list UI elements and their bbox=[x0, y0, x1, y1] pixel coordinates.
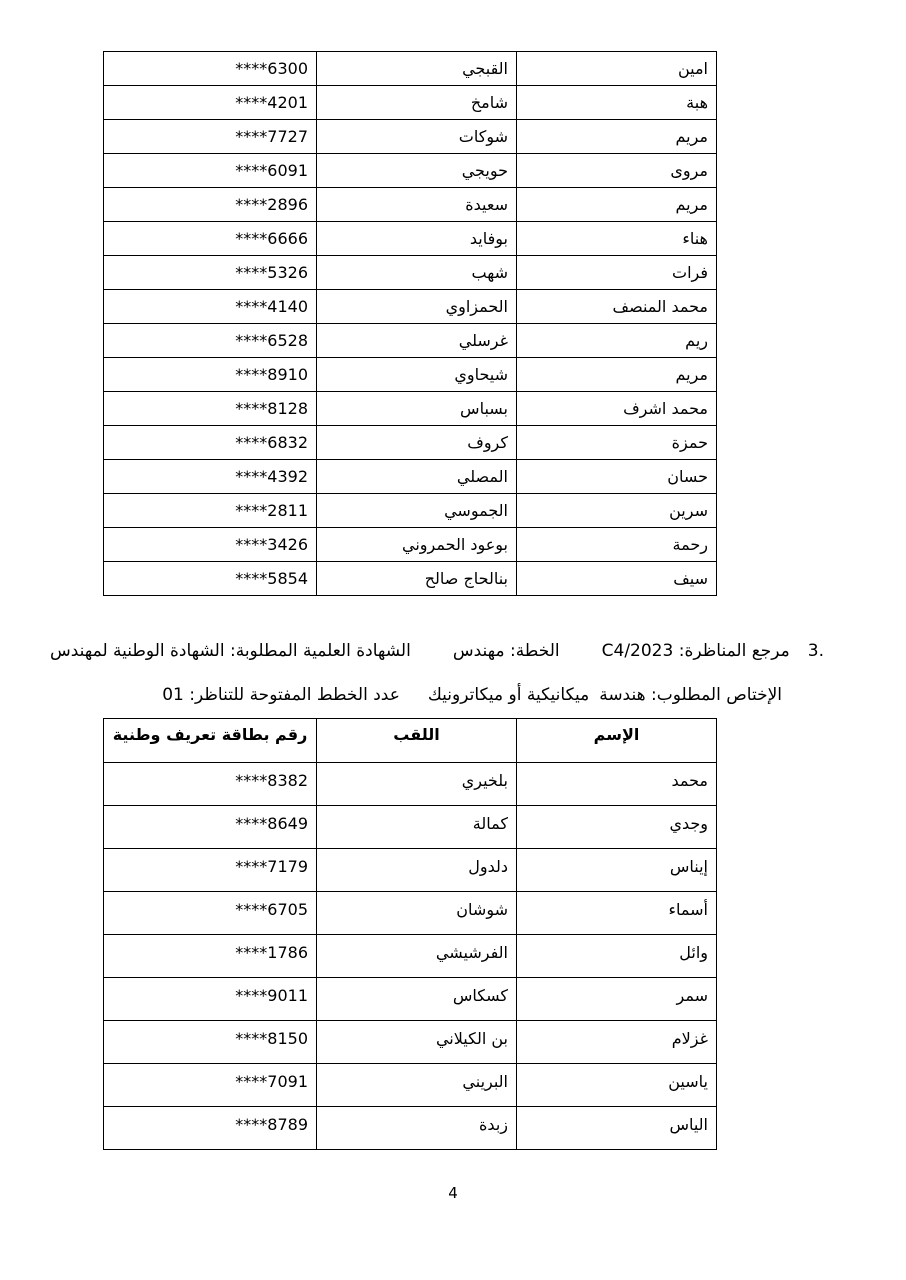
candidate-name-cell: امين bbox=[517, 52, 717, 86]
candidate-name-cell: سرين bbox=[517, 494, 717, 528]
candidate-id-cell: ****1786 bbox=[104, 935, 317, 978]
table-row bbox=[104, 86, 717, 120]
candidate-id-cell: ****6705 bbox=[104, 892, 317, 935]
candidate-name-cell: مريم bbox=[517, 358, 717, 392]
candidate-name-cell: هناء bbox=[517, 222, 717, 256]
table-row bbox=[104, 52, 717, 86]
candidate-surname-cell: بوعود الحمروني bbox=[317, 528, 517, 562]
candidate-name-cell: حسان bbox=[517, 460, 717, 494]
candidate-surname-cell: المصلي bbox=[317, 460, 517, 494]
table-row bbox=[104, 849, 717, 892]
required-specialty: الإختاص المطلوب: هندسة bbox=[599, 685, 782, 705]
candidate-surname-cell: شوكات bbox=[317, 120, 517, 154]
candidate-name-cell: الياس bbox=[517, 1107, 717, 1150]
spacer bbox=[400, 699, 428, 700]
candidate-surname-cell: الجموسي bbox=[317, 494, 517, 528]
table-row bbox=[104, 978, 717, 1021]
candidate-id-cell: ****7179 bbox=[104, 849, 317, 892]
candidate-name-cell: إيناس bbox=[517, 849, 717, 892]
candidate-surname-cell: بسباس bbox=[317, 392, 517, 426]
candidate-name-cell: رحمة bbox=[517, 528, 717, 562]
table-row bbox=[104, 763, 717, 806]
section-number: 3. bbox=[807, 641, 824, 661]
candidate-id-cell: ****4140 bbox=[104, 290, 317, 324]
contest-reference: مرجع المناظرة: C4/2023 bbox=[601, 641, 790, 661]
candidate-surname-cell: بوفايد bbox=[317, 222, 517, 256]
table-row bbox=[104, 392, 717, 426]
spacer bbox=[589, 699, 599, 700]
candidate-id-cell: ****6666 bbox=[104, 222, 317, 256]
candidate-surname-cell: بن الكيلاني bbox=[317, 1021, 517, 1064]
candidate-id-cell: ****6528 bbox=[104, 324, 317, 358]
table-row bbox=[104, 806, 717, 849]
spacer bbox=[790, 655, 808, 656]
table-row bbox=[104, 290, 717, 324]
candidate-id-cell: ****5326 bbox=[104, 256, 317, 290]
candidate-name-cell: حمزة bbox=[517, 426, 717, 460]
candidate-name-cell: فرات bbox=[517, 256, 717, 290]
header-name: الإسم bbox=[517, 719, 717, 763]
header-row bbox=[104, 719, 717, 763]
candidate-surname-cell: كسكاس bbox=[317, 978, 517, 1021]
candidate-surname-cell: بلخيري bbox=[317, 763, 517, 806]
candidate-name-cell: محمد المنصف bbox=[517, 290, 717, 324]
candidate-surname-cell: شامخ bbox=[317, 86, 517, 120]
candidate-id-cell: ****8150 bbox=[104, 1021, 317, 1064]
candidate-name-cell: هبة bbox=[517, 86, 717, 120]
candidate-surname-cell: القبجي bbox=[317, 52, 517, 86]
candidate-surname-cell: دلدول bbox=[317, 849, 517, 892]
table-row bbox=[104, 426, 717, 460]
candidates-table-continued bbox=[103, 51, 717, 596]
page-number: 4 bbox=[448, 1184, 458, 1202]
table-row bbox=[104, 1107, 717, 1150]
plan-label: الخطة: مهندس bbox=[452, 641, 560, 661]
table-row bbox=[104, 120, 717, 154]
candidate-name-cell: ريم bbox=[517, 324, 717, 358]
candidate-surname-cell: زبدة bbox=[317, 1107, 517, 1150]
open-positions-count: عدد الخطط المفتوحة للتناظر: 01 bbox=[162, 685, 400, 705]
candidate-name-cell: سيف bbox=[517, 562, 717, 596]
candidate-name-cell: محمد bbox=[517, 763, 717, 806]
candidate-surname-cell: بنالحاج صالح bbox=[317, 562, 517, 596]
candidate-id-cell: ****2811 bbox=[104, 494, 317, 528]
candidate-name-cell: أسماء bbox=[517, 892, 717, 935]
candidates-table bbox=[103, 718, 717, 1150]
candidate-surname-cell: سعيدة bbox=[317, 188, 517, 222]
candidate-id-cell: ****3426 bbox=[104, 528, 317, 562]
spacer bbox=[560, 655, 602, 656]
candidate-surname-cell: البريني bbox=[317, 1064, 517, 1107]
table-row bbox=[104, 188, 717, 222]
candidate-surname-cell: حويجي bbox=[317, 154, 517, 188]
candidate-name-cell: وجدي bbox=[517, 806, 717, 849]
table-row bbox=[104, 460, 717, 494]
candidate-name-cell: غزلام bbox=[517, 1021, 717, 1064]
candidate-id-cell: ****8649 bbox=[104, 806, 317, 849]
table-row bbox=[104, 358, 717, 392]
candidate-id-cell: ****6091 bbox=[104, 154, 317, 188]
candidate-id-cell: ****6832 bbox=[104, 426, 317, 460]
table-row bbox=[104, 256, 717, 290]
candidate-name-cell: محمد اشرف bbox=[517, 392, 717, 426]
section-heading-line2 bbox=[162, 684, 782, 707]
candidate-surname-cell: غرسلي bbox=[317, 324, 517, 358]
candidate-surname-cell: الفرشيشي bbox=[317, 935, 517, 978]
table-row bbox=[104, 935, 717, 978]
candidate-name-cell: مريم bbox=[517, 120, 717, 154]
table-row bbox=[104, 494, 717, 528]
candidate-id-cell: ****8128 bbox=[104, 392, 317, 426]
candidate-id-cell: ****6300 bbox=[104, 52, 317, 86]
candidate-name-cell: ياسين bbox=[517, 1064, 717, 1107]
table-row bbox=[104, 562, 717, 596]
candidate-id-cell: ****7727 bbox=[104, 120, 317, 154]
candidate-name-cell: مروى bbox=[517, 154, 717, 188]
candidate-id-cell: ****9011 bbox=[104, 978, 317, 1021]
candidate-id-cell: ****4392 bbox=[104, 460, 317, 494]
required-degree: الشهادة العلمية المطلوبة: الشهادة الوطنية لمهندس bbox=[49, 641, 411, 661]
candidate-name-cell: وائل bbox=[517, 935, 717, 978]
candidate-id-cell: ****2896 bbox=[104, 188, 317, 222]
candidate-surname-cell: كروف bbox=[317, 426, 517, 460]
candidate-id-cell: ****8789 bbox=[104, 1107, 317, 1150]
table-row bbox=[104, 324, 717, 358]
candidates-table-body bbox=[104, 763, 717, 1150]
candidate-id-cell: ****4201 bbox=[104, 86, 317, 120]
table-row bbox=[104, 1021, 717, 1064]
candidate-id-cell: ****5854 bbox=[104, 562, 317, 596]
table-row bbox=[104, 154, 717, 188]
candidate-id-cell: ****8910 bbox=[104, 358, 317, 392]
candidate-surname-cell: شوشان bbox=[317, 892, 517, 935]
candidate-id-cell: ****8382 bbox=[104, 763, 317, 806]
candidates-table-header bbox=[104, 719, 717, 763]
header-surname: اللقب bbox=[317, 719, 517, 763]
candidate-surname-cell: الحمزاوي bbox=[317, 290, 517, 324]
candidate-surname-cell: كمالة bbox=[317, 806, 517, 849]
header-id: رقم بطاقة تعريف وطنية bbox=[104, 719, 317, 763]
candidate-name-cell: مريم bbox=[517, 188, 717, 222]
table-row bbox=[104, 222, 717, 256]
table-row bbox=[104, 528, 717, 562]
required-specialty-detail: ميكانيكية أو ميكاترونيك bbox=[427, 685, 590, 705]
spacer bbox=[411, 655, 453, 656]
candidate-id-cell: ****7091 bbox=[104, 1064, 317, 1107]
table-row bbox=[104, 892, 717, 935]
candidate-surname-cell: شيحاوي bbox=[317, 358, 517, 392]
candidate-surname-cell: شهب bbox=[317, 256, 517, 290]
candidates-table-continued-body bbox=[104, 52, 717, 596]
section-heading-line1 bbox=[50, 640, 824, 663]
table-row bbox=[104, 1064, 717, 1107]
candidate-name-cell: سمر bbox=[517, 978, 717, 1021]
